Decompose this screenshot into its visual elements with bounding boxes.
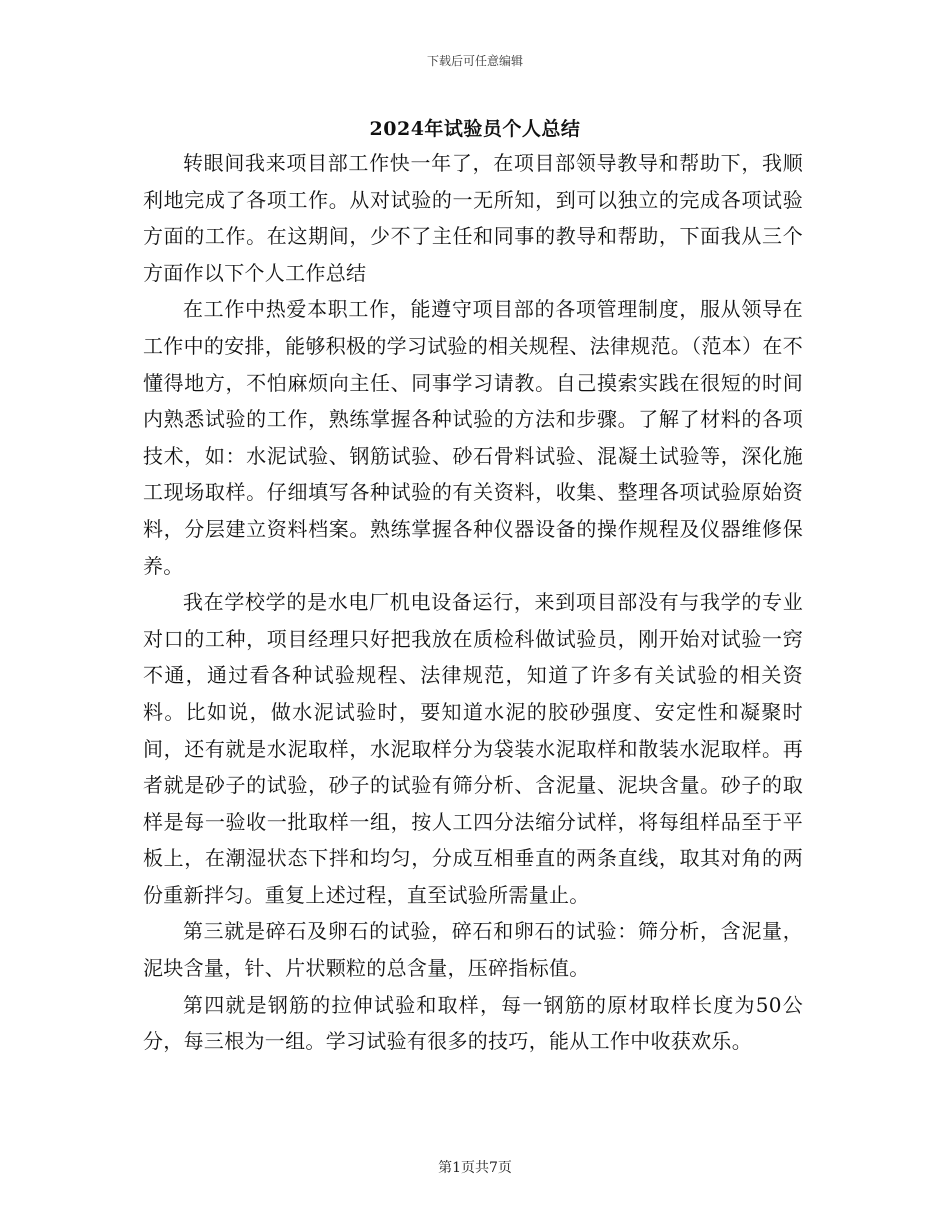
paragraph-work-attitude: 在工作中热爱本职工作，能遵守项目部的各项管理制度，服从领导在工作中的安排，能够积极的学习试验的相关规程、法律规范。（范本）在不懂得地方，不怕麻烦向主任、同事学习请教。自己摸索实践在很短的时间内熟悉试验的工作，熟练掌握各种试验的方法和步骤。了解了材料的各项技术，如：水泥试验、钢筋试验、砂石骨料试验、混凝土试验等，深化施工现场取样。仔细填写各种试验的有关资料，收集、整理各项试验原始资料，分层建立资料档案。熟练掌握各种仪器设备的操作规程及仪器维修保养。 [143,297,803,578]
document-body [143,145,803,1060]
paragraph-cement-sand-tests: 我在学校学的是水电厂机电设备运行，来到项目部没有与我学的专业对口的工种，项目经理只好把我放在质检科做试验员，刚开始对试验一窍不通，通过看各种试验规程、法律规范，知道了许多有关试验的相关资料。比如说，做水泥试验时，要知道水泥的胶砂强度、安定性和凝聚时间，还有就是水泥取样，水泥取样分为袋装水泥取样和散装水泥取样。再者就是砂子的试验，砂子的试验有筛分析、含泥量、泥块含量。砂子的取样是每一验收一批取样一组，按人工四分法缩分试样，将每组样品至于平板上，在潮湿状态下拌和均匀，分成互相垂直的两条直线，取其对角的两份重新拌匀。重复上述过程，直至试验所需量止。 [143,590,803,907]
page-number: 第1页共7页 [438,1160,512,1176]
paragraph-gravel-tests: 第三就是碎石及卵石的试验，碎石和卵石的试验：筛分析，含泥量，泥块含量，针、片状颗粒的总含量，压碎指标值。 [143,919,803,981]
page-header-note: 下载后可任意编辑 [426,54,523,68]
paragraph-intro: 转眼间我来项目部工作快一年了，在项目部领导教导和帮助下，我顺利地完成了各项工作。从对试验的一无所知，到可以独立的完成各项试验方面的工作。在这期间，少不了主任和同事的教导和帮助，下面我从三个方面作以下个人工作总结 [143,151,803,285]
document-title: 2024年试验员个人总结 [369,118,581,140]
paragraph-steel-tests: 第四就是钢筋的拉伸试验和取样，每一钢筋的原材取样长度为50公分，每三根为一组。学习试验有很多的技巧，能从工作中收获欢乐。 [143,992,803,1054]
